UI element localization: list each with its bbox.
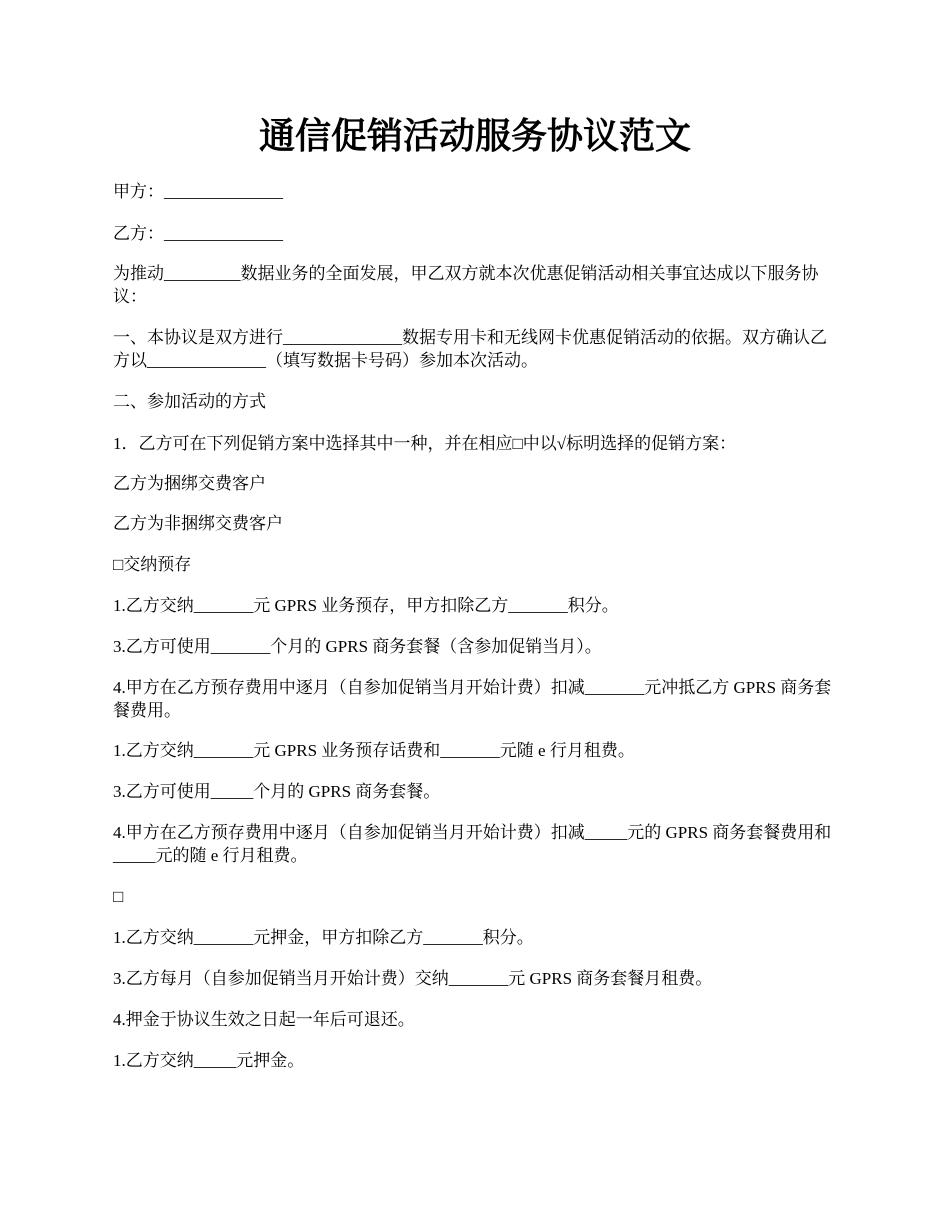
- party-a-line: 甲方：______________: [113, 182, 283, 201]
- checkbox-line: □: [113, 887, 124, 906]
- list-item: 4.甲方在乙方预存费用中逐月（自参加促销当月开始计费）扣减_______元冲抵乙方 GPRS 商务套餐费用。: [113, 678, 832, 720]
- list-item: 1.乙方交纳_______元 GPRS 业务预存，甲方扣除乙方_______积分。: [113, 596, 619, 615]
- intro-paragraph: 为推动_________数据业务的全面发展，甲乙双方就本次优惠促销活动相关事宜达成以下服务协议：: [113, 264, 819, 306]
- clause-one-paragraph: 一、本协议是双方进行______________数据专用卡和无线网卡优惠促销活动的依据。双方确认乙方以______________（填写数据卡号码）参加本次活动。: [113, 328, 827, 370]
- list-item: 3.乙方可使用_____个月的 GPRS 商务套餐。: [113, 782, 441, 801]
- list-item: 4.押金于协议生效之日起一年后可退还。: [113, 1010, 415, 1029]
- prepay-option-line: □交纳预存: [113, 555, 192, 574]
- section-two-heading: 二、参加活动的方式: [113, 392, 266, 411]
- list-item: 4.甲方在乙方预存费用中逐月（自参加促销当月开始计费）扣减_____元的 GPRS 商务套餐费用和_____元的随 e 行月租费。: [113, 823, 832, 865]
- option-instruction-paragraph: 1．乙方可在下列促销方案中选择其中一种，并在相应□中以√标明选择的促销方案：: [113, 434, 737, 453]
- list-item: 1.乙方交纳_______元押金，甲方扣除乙方_______积分。: [113, 928, 534, 947]
- list-item: 1.乙方交纳_______元 GPRS 业务预存话费和_______元随 e 行月租费。: [113, 741, 635, 760]
- non-bundled-customer-line: 乙方为非捆绑交费客户: [113, 514, 283, 533]
- party-b-line: 乙方：______________: [113, 224, 283, 243]
- bundled-customer-line: 乙方为捆绑交费客户: [113, 474, 266, 493]
- list-item: 1.乙方交纳_____元押金。: [113, 1051, 305, 1070]
- list-item: 3.乙方每月（自参加促销当月开始计费）交纳_______元 GPRS 商务套餐月租费。: [113, 969, 713, 988]
- document-title: 通信促销活动服务协议范文: [258, 116, 691, 156]
- list-item: 3.乙方可使用_______个月的 GPRS 商务套餐（含参加促销当月）。: [113, 637, 602, 656]
